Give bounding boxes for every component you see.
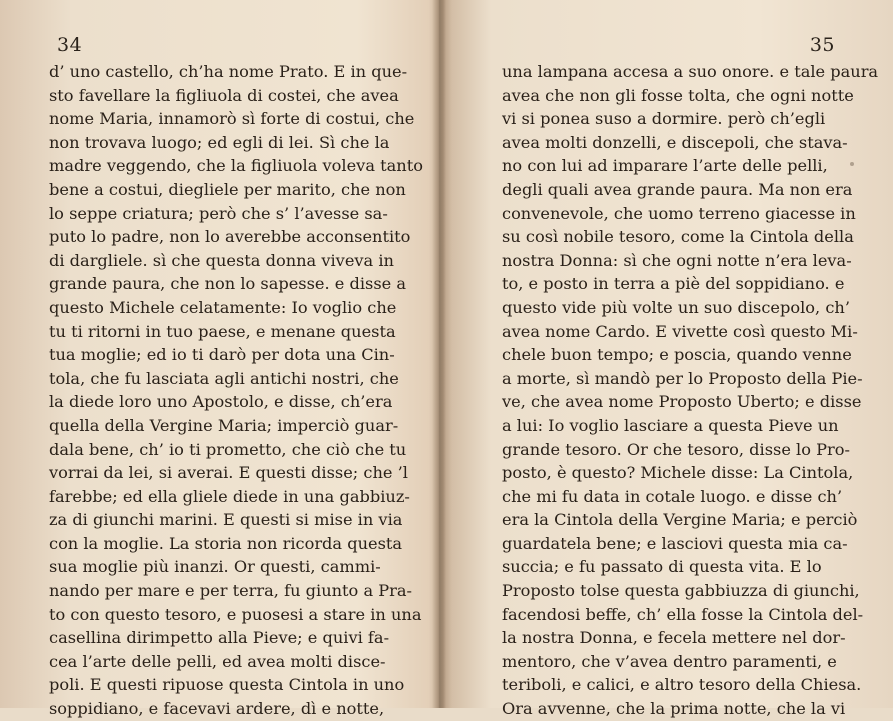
text-line: bene a costui, diegliele per marito, che non: [49, 179, 406, 199]
text-line: questo vide più volte un suo discepolo, ch’: [502, 297, 850, 317]
text-line: che mi fu data in cotale luogo. e disse ch’: [502, 486, 843, 506]
text-line: convenevole, che uomo terreno giacesse in: [502, 203, 856, 223]
text-line: a lui: Io voglio lasciare a questa Pieve un: [502, 415, 839, 435]
text-line: poli. E questi ripuose questa Cintola in uno: [49, 675, 405, 695]
text-line: la diede loro uno Apostolo, e disse, ch’era: [49, 392, 393, 412]
left-page-text: [49, 60, 423, 721]
text-line: degli quali avea grande paura. Ma non era: [502, 179, 853, 199]
text-line: za di giunchi marini. E questi si mise in via: [49, 510, 403, 530]
text-line: grande tesoro. Or che tesoro, disse lo Pro-: [502, 439, 850, 459]
text-line: casellina dirimpetto alla Pieve; e quivi fa-: [49, 628, 390, 648]
text-line: di dargliele. sì che questa donna viveva in: [49, 250, 394, 270]
text-line: posto, è questo? Michele disse: La Cintola,: [502, 463, 854, 483]
text-line: no con lui ad imparare l’arte delle pelli,: [502, 156, 828, 176]
text-line: vi si ponea suso a dormire. però ch’egli: [502, 109, 826, 129]
text-line: to, e posto in terra a piè del soppidiano. e: [502, 274, 845, 294]
text-line: ve, che avea nome Proposto Uberto; e disse: [502, 392, 862, 412]
text-line: nostra Donna: sì che ogni notte n’era leva-: [502, 250, 852, 270]
text-line: a morte, sì mandò per lo Proposto della Pie-: [502, 368, 863, 388]
text-line: una lampana accesa a suo onore. e tale paura: [502, 62, 879, 81]
text-line: era la Cintola della Vergine Maria; e perciò: [502, 510, 858, 530]
text-line: soppidiano, e facevavi ardere, dì e notte,: [49, 699, 385, 719]
text-line: chele buon tempo; e poscia, quando venne: [502, 345, 852, 365]
text-line: grande paura, che non lo sapesse. e disse a: [49, 274, 407, 294]
text-line: avea nome Cardo. E vivette così questo Mi-: [502, 321, 858, 341]
text-line: farebbe; ed ella gliele diede in una gabbiuz-: [49, 486, 410, 506]
left-page-number: 34: [57, 34, 83, 56]
text-line: tu ti ritorni in tuo paese, e menane questa: [49, 321, 396, 341]
text-line: Ora avvenne, che la prima notte, che la vi: [502, 699, 846, 719]
text-line: quella della Vergine Maria; imperciò guar-: [49, 415, 399, 435]
text-line: guardatela bene; e lasciovi questa mia ca-: [502, 533, 848, 553]
text-line: d’ uno castello, ch’ha nome Prato. E in que-: [49, 62, 408, 81]
text-line: nando per mare e per terra, fu giunto a Pra-: [49, 581, 412, 601]
text-line: cea l’arte delle pelli, ed avea molti disce-: [49, 651, 386, 671]
text-line: to con questo tesoro, e puosesi a stare in una: [49, 604, 422, 624]
text-line: Proposto tolse questa gabbiuzza di giunchi,: [502, 581, 860, 601]
right-page: [442, 0, 893, 719]
text-line: avea molti donzelli, e discepoli, che stava-: [502, 132, 848, 152]
text-line: nome Maria, innamorò sì forte di costui, che: [49, 109, 415, 129]
left-page: [0, 0, 437, 719]
paper-speck: [850, 162, 854, 166]
right-page-text: [502, 60, 879, 721]
text-line: succia; e fu passato di questa vita. E lo: [502, 557, 822, 577]
text-line: facendosi beffe, ch’ ella fosse la Cintola del-: [502, 604, 864, 624]
text-line: teriboli, e calici, e altro tesoro della Chiesa.: [502, 675, 862, 695]
text-line: questo Michele celatamente: Io voglio che: [49, 297, 397, 317]
text-line: sto favellare la figliuola di costei, che avea: [49, 85, 399, 105]
text-line: avea che non gli fosse tolta, che ogni notte: [502, 85, 854, 105]
right-page-number: 35: [809, 34, 835, 56]
text-line: la nostra Donna, e fecela mettere nel dor-: [502, 628, 846, 648]
text-line: tola, che fu lasciata agli antichi nostri, che: [49, 368, 399, 388]
text-line: su così nobile tesoro, come la Cintola della: [502, 227, 854, 247]
text-line: tua moglie; ed io ti darò per dota una Cin-: [49, 345, 395, 365]
text-line: puto lo padre, non lo averebbe acconsentito: [49, 227, 411, 247]
text-line: vorrai da lei, si averai. E questi disse; che ’l: [49, 463, 408, 483]
text-line: mentoro, che v’avea dentro paramenti, e: [502, 651, 837, 671]
text-line: dala bene, ch’ io ti prometto, che ciò che tu: [49, 439, 407, 459]
text-line: con la moglie. La storia non ricorda questa: [49, 533, 403, 553]
text-line: sua moglie più inanzi. Or questi, cammi-: [49, 557, 381, 577]
text-line: lo seppe criatura; però che s’ l’avesse sa-: [49, 203, 388, 223]
text-line: madre veggendo, che la figliuola voleva tanto: [49, 156, 423, 176]
text-line: non trovava luogo; ed egli di lei. Sì che la: [49, 132, 390, 152]
